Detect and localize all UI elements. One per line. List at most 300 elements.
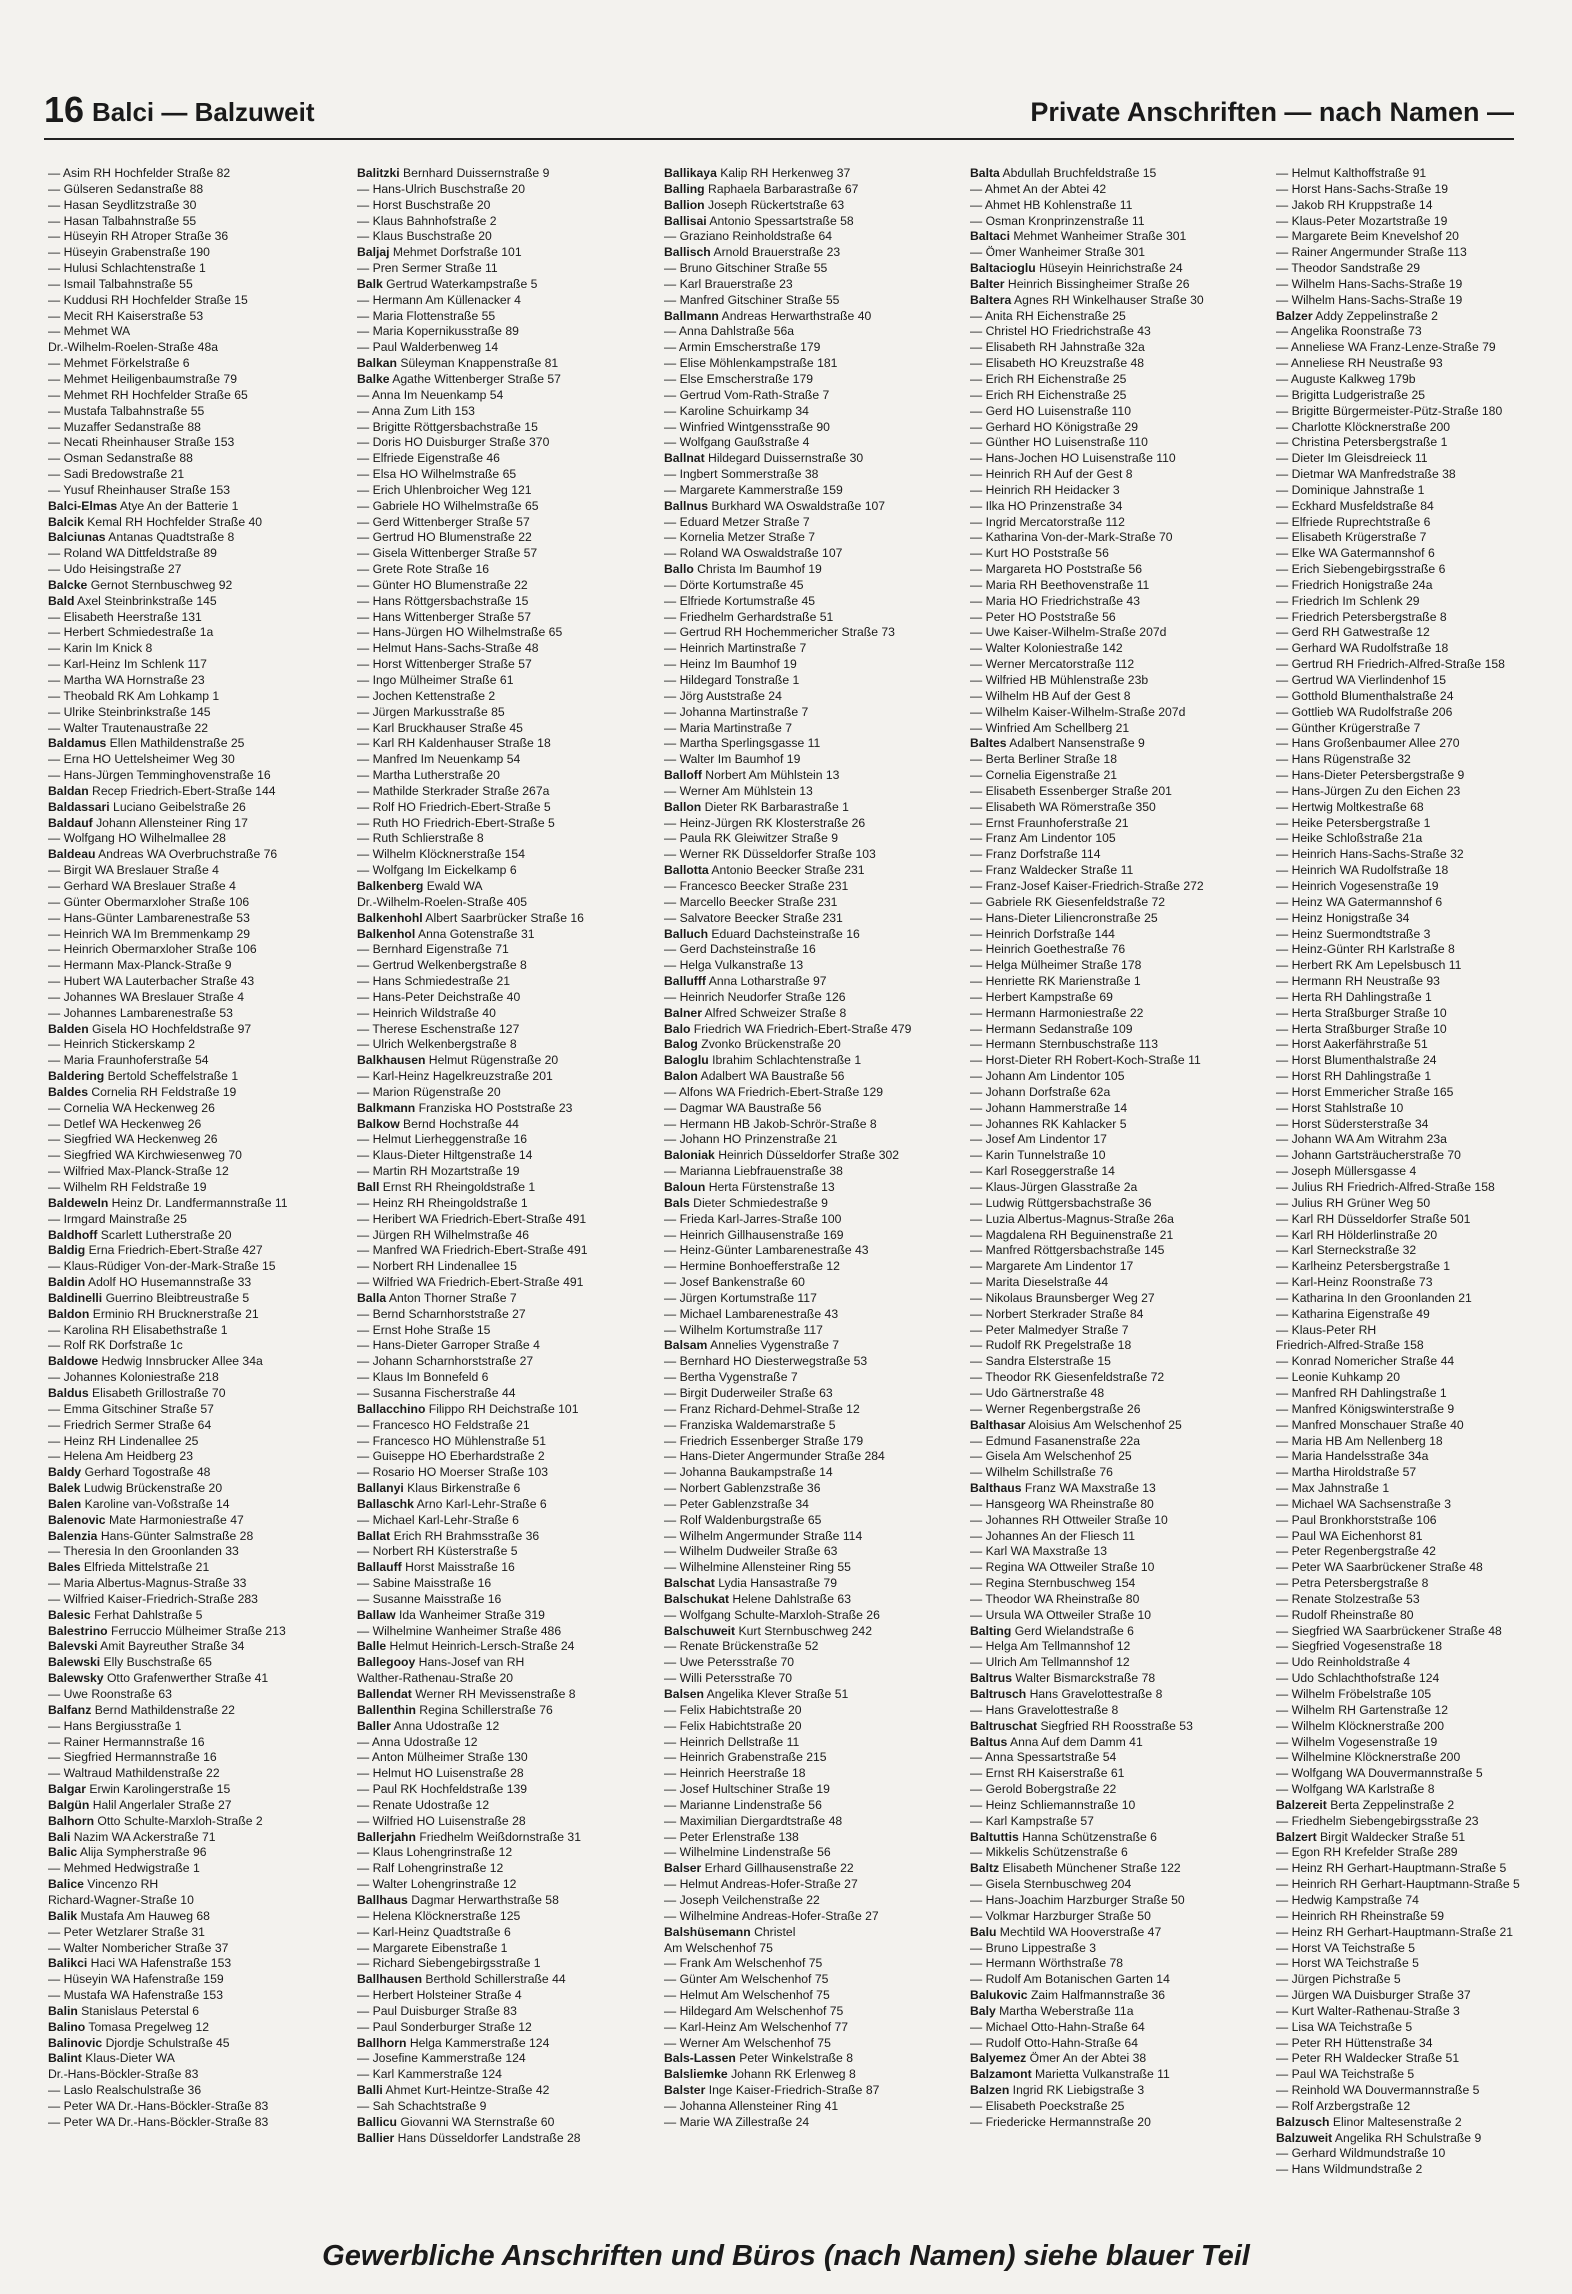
listing-entry: — Gerhard HO Königstraße 29 bbox=[970, 419, 1138, 434]
listing-entry: — Heinz WA Gatermannshof 6 bbox=[1276, 894, 1443, 909]
listing-entry: — Wilhelm Klöcknerstraße 154 bbox=[357, 847, 525, 862]
listing-entry: — Hans-Jürgen Temminghovenstraße 16 bbox=[48, 768, 271, 783]
listing-entry: — Hans-Dieter Petersbergstraße 9 bbox=[1276, 768, 1465, 783]
listing-entry: — Heinrich WA Rudolfstraße 18 bbox=[1276, 863, 1449, 878]
listing-entry: — Helmut Kalthoffstraße 91 bbox=[1276, 166, 1427, 180]
listing-entry: Balik Mustafa Am Hauweg 68 bbox=[48, 1908, 210, 1923]
listing-entry: Balciunas Antanas Quadtstraße 8 bbox=[48, 530, 235, 545]
listing-entry: — Wilhelm Kaiser-Wilhelm-Straße 207d bbox=[970, 704, 1186, 719]
listing-entry: Baldhoff Scarlett Lutherstraße 20 bbox=[48, 1227, 232, 1242]
listing-entry: — Rolf Arzbergstraße 12 bbox=[1276, 2098, 1411, 2113]
listing-entry: Baltz Elisabeth Münchener Straße 122 bbox=[970, 1861, 1181, 1876]
listing-entry: Balloff Norbert Am Mühlstein 13 bbox=[664, 768, 840, 783]
listing-entry: — Hedwig Kampstraße 74 bbox=[1276, 1892, 1419, 1907]
listing-entry: — Ulrike Steinbrinkstraße 145 bbox=[48, 704, 211, 719]
listing-entry: — Johann Gartsträucherstraße 70 bbox=[1276, 1148, 1461, 1163]
listing-entry: — Johanna Allensteiner Ring 41 bbox=[664, 2098, 839, 2113]
listing-entry: — Karl RH Düsseldorfer Straße 501 bbox=[1276, 1211, 1471, 1226]
listing-entry: — Elisabeth Heerstraße 131 bbox=[48, 609, 202, 624]
listing-entry: — Bertha Vygenstraße 7 bbox=[664, 1370, 798, 1385]
listing-entry: — Werner Mercatorstraße 112 bbox=[970, 657, 1135, 672]
listing-entry: — Hans-Jürgen Zu den Eichen 23 bbox=[1276, 783, 1461, 798]
listing-entry: — Jochen Kettenstraße 2 bbox=[357, 688, 496, 703]
listing-entry: — Wilhelm RH Gartenstraße 12 bbox=[1276, 1702, 1449, 1717]
listing-entry: — Heinz-Günter RH Karlstraße 8 bbox=[1276, 942, 1455, 957]
listing-entry: Ballaschk Arno Karl-Lehr-Straße 6 bbox=[357, 1496, 547, 1511]
listing-entry: Baldus Elisabeth Grillostraße 70 bbox=[48, 1385, 226, 1400]
listing-entry: — Franziska Waldemarstraße 5 bbox=[664, 1417, 836, 1432]
listing-entry: — Karl-Heinz Am Welschenhof 77 bbox=[664, 2019, 849, 2034]
listing-entry: — Uwe Kaiser-Wilhelm-Straße 207d bbox=[970, 625, 1167, 640]
listing-entry: — Horst Buschstraße 20 bbox=[357, 197, 491, 212]
listing-entry: Ballacchino Filippo RH Deichstraße 101 bbox=[357, 1401, 579, 1416]
listing-entry: — Mehmet Förkelstraße 6 bbox=[48, 356, 190, 371]
listing-entry: — Osman Kronprinzenstraße 11 bbox=[970, 213, 1145, 228]
listing-entry: Balthaus Franz WA Maxstraße 13 bbox=[970, 1481, 1156, 1496]
listing-entry: — Heike Schloßstraße 21a bbox=[1276, 831, 1423, 846]
listing-entry: Balle Helmut Heinrich-Lersch-Straße 24 bbox=[357, 1639, 575, 1654]
listing-entry: — Martha Lutherstraße 20 bbox=[357, 768, 500, 783]
listing-entry: Richard-Wagner-Straße 10 bbox=[48, 1892, 194, 1907]
name-range-title: Balci — Balzuweit bbox=[92, 97, 315, 127]
listing-entry: — Hans-Joachim Harzburger Straße 50 bbox=[970, 1892, 1185, 1907]
listing-entry: — Edmund Fasanenstraße 22a bbox=[970, 1433, 1141, 1448]
listing-entry: — Franz Richard-Dehmel-Straße 12 bbox=[664, 1401, 860, 1416]
listing-entry: — Franz Dorfstraße 114 bbox=[970, 847, 1101, 862]
listing-entry: — Dietmar WA Manfredstraße 38 bbox=[1276, 467, 1456, 482]
listing-entry: — Ismail Talbahnstraße 55 bbox=[48, 276, 193, 291]
listing-entry: — Karl WA Maxstraße 13 bbox=[970, 1544, 1108, 1559]
listing-entry: Baltus Anna Auf dem Damm 41 bbox=[970, 1734, 1143, 1749]
listing-entry: Baltrusch Hans Gravelottestraße 8 bbox=[970, 1687, 1163, 1701]
listing-entry: — Elfriede Eigenstraße 46 bbox=[357, 451, 500, 466]
listing-entry: — Elke WA Gatermannshof 6 bbox=[1276, 546, 1435, 561]
listing-entry: Baldig Erna Friedrich-Ebert-Straße 427 bbox=[48, 1243, 263, 1258]
listing-entry: — Angelika Roonstraße 73 bbox=[1276, 324, 1422, 339]
listing-entry: — Walter Im Baumhof 19 bbox=[664, 752, 801, 767]
listing-entry: — Peter RH Waldecker Straße 51 bbox=[1276, 2051, 1460, 2066]
listing-entry: Ballikaya Kalip RH Herkenweg 37 bbox=[664, 166, 851, 180]
listing-entry: Baltruschat Siegfried RH Roosstraße 53 bbox=[970, 1718, 1193, 1733]
listing-entry: — Johann Hammerstraße 14 bbox=[970, 1100, 1128, 1115]
listing-entry: — Bernhard HO Diesterwegstraße 53 bbox=[664, 1354, 868, 1369]
listing-entry: Balhorn Otto Schulte-Marxloh-Straße 2 bbox=[48, 1813, 263, 1828]
listing-entry: — Elisabeth RH Jahnstraße 32a bbox=[970, 340, 1145, 355]
listing-entry: — Elise Möhlenkampstraße 181 bbox=[664, 356, 838, 371]
listing-entry: — Johannes RH Ottweiler Straße 10 bbox=[970, 1512, 1168, 1527]
listing-entry: Balyemez Ömer An der Abtei 38 bbox=[970, 2051, 1147, 2066]
listing-entry: Balster Inge Kaiser-Friedrich-Straße 87 bbox=[664, 2083, 880, 2098]
listing-entry: — Bruno Gitschiner Straße 55 bbox=[664, 261, 828, 276]
listing-entry: — Manfred Königswinterstraße 9 bbox=[1276, 1401, 1455, 1416]
listing-entry: — Hermann Wörthstraße 78 bbox=[970, 1956, 1124, 1971]
listing-entry: — Karl Bruckhauser Straße 45 bbox=[357, 720, 523, 735]
listing-entry: — Heinz Schliemannstraße 10 bbox=[970, 1797, 1136, 1812]
listing-entry: — Jürgen RH Wilhelmstraße 46 bbox=[357, 1227, 530, 1242]
listing-entry: — Herbert RK Am Lepelsbusch 11 bbox=[1276, 958, 1462, 973]
listing-entry: — Karl-Heinz Quadtstraße 6 bbox=[357, 1924, 511, 1939]
listing-entry: — Eckhard Musfeldstraße 84 bbox=[1276, 498, 1434, 513]
listing-entry: — Doris HO Duisburger Straße 370 bbox=[357, 435, 550, 450]
listing-entry: — Karl-Heinz Roonstraße 73 bbox=[1276, 1275, 1433, 1290]
listing-entry: — Helmut Andreas-Hofer-Straße 27 bbox=[664, 1877, 858, 1892]
listing-entry: — Regina WA Ottweiler Straße 10 bbox=[970, 1560, 1155, 1575]
listing-entry: Balfanz Bernd Mathildenstraße 22 bbox=[48, 1702, 235, 1717]
listing-entry: — Jürgen Pichstraße 5 bbox=[1276, 1972, 1401, 1987]
listing-entry: — Rolf RK Dorfstraße 1c bbox=[48, 1338, 183, 1353]
listing-entry: — Wilhelm HB Auf der Gest 8 bbox=[970, 688, 1131, 703]
listing-entry: Ballisch Arnold Brauerstraße 23 bbox=[664, 245, 841, 260]
listing-entry: Balschuweit Kurt Sternbuschweg 242 bbox=[664, 1623, 872, 1638]
listing-entry: — Wolfgang HO Wilhelmallee 28 bbox=[48, 831, 226, 846]
listing-entry: Balser Erhard Gillhausenstraße 22 bbox=[664, 1861, 854, 1876]
listing-entry: — Josef Hultschiner Straße 19 bbox=[664, 1782, 830, 1797]
listing-entry: Balluch Eduard Dachsteinstraße 16 bbox=[664, 926, 860, 941]
listing-entry: — Horst-Dieter RH Robert-Koch-Straße 11 bbox=[970, 1053, 1201, 1068]
listing-entry: — Herbert Holsteiner Straße 4 bbox=[357, 1988, 522, 2003]
listing-entry: — Anita RH Eichenstraße 25 bbox=[970, 308, 1126, 323]
listing-entry: — Johannes An der Fliesch 11 bbox=[970, 1528, 1136, 1543]
listing-entry: — Bernhard Eigenstraße 71 bbox=[357, 942, 509, 957]
listing-entry: — Heinz Honigstraße 34 bbox=[1276, 910, 1410, 925]
listing-entry: — Karl Kampstraße 57 bbox=[970, 1813, 1094, 1828]
listing-entry: — Johannes Lambarenestraße 53 bbox=[48, 1005, 233, 1020]
listing-entry: — Friedericke Hermannstraße 20 bbox=[970, 2114, 1151, 2129]
listing-entry: — Udo Schlachthofstraße 124 bbox=[1276, 1671, 1440, 1686]
listing-entry: — Hermine Bonhoefferstraße 12 bbox=[664, 1259, 840, 1274]
listing-entry: — Mustafa Talbahnstraße 55 bbox=[48, 403, 205, 418]
listing-entry: — Hans Großenbaumer Allee 270 bbox=[1276, 736, 1460, 751]
listing-entry: — Heinrich Wildstraße 40 bbox=[357, 1005, 496, 1020]
listing-entry: — Hulusi Schlachtenstraße 1 bbox=[48, 261, 206, 276]
listing-entry: — Gerd RH Gatwestraße 12 bbox=[1276, 625, 1430, 640]
listing-entry: — Johannes WA Breslauer Straße 4 bbox=[48, 989, 244, 1004]
listing-entry: — Armin Emscherstraße 179 bbox=[664, 340, 821, 355]
listing-entry: — Heinrich RH Heidacker 3 bbox=[970, 482, 1120, 497]
listing-entry: Balewski Elly Buschstraße 65 bbox=[48, 1655, 212, 1670]
listing-entry: — Joseph Veilchenstraße 22 bbox=[664, 1892, 820, 1907]
listing-entry: — Michael Karl-Lehr-Straße 6 bbox=[357, 1512, 519, 1527]
listing-entry: — Anna Zum Lith 153 bbox=[357, 403, 475, 418]
listing-entry: — Elisabeth Essenberger Straße 201 bbox=[970, 783, 1172, 798]
listing-entry: — Friedhelm Gerhardstraße 51 bbox=[664, 609, 834, 624]
listing-entry: — Hans-Günter Lambarenestraße 53 bbox=[48, 910, 250, 925]
listing-entry: — Klaus Bahnhofstraße 2 bbox=[357, 213, 497, 228]
listing-entry: — Maria Albertus-Magnus-Straße 33 bbox=[48, 1576, 247, 1591]
listing-entry: — Erich Uhlenbroicher Weg 121 bbox=[357, 482, 532, 497]
listing-entry: — Margarete Beim Knevelshof 20 bbox=[1276, 229, 1459, 244]
listing-entry: — Friedrich Honigstraße 24a bbox=[1276, 577, 1433, 592]
listing-entry: Balitzki Bernhard Duissernstraße 9 bbox=[357, 166, 550, 180]
listing-entry: — Heinrich Martinstraße 7 bbox=[664, 641, 807, 656]
listing-entry: Balschat Lydia Hansastraße 79 bbox=[664, 1576, 837, 1591]
listing-entry: — Jakob RH Kruppstraße 14 bbox=[1276, 197, 1433, 212]
listing-entry: — Dörte Kortumstraße 45 bbox=[664, 577, 804, 592]
listing-entry: — Theodor RK Giesenfeldstraße 72 bbox=[970, 1370, 1165, 1385]
listing-entry: — Horst Hans-Sachs-Straße 19 bbox=[1276, 181, 1449, 196]
listing-entry: — Gerhard WA Breslauer Straße 4 bbox=[48, 878, 236, 893]
listing-entry: — Franz Am Lindentor 105 bbox=[970, 831, 1116, 846]
listing-entry: — Ruth Schlierstraße 8 bbox=[357, 831, 484, 846]
listing-entry: Ballhaus Dagmar Herwarthstraße 58 bbox=[357, 1892, 559, 1907]
listing-entry: — Rainer Hermannstraße 16 bbox=[48, 1734, 205, 1749]
listing-entry: — Hüseyin WA Hafenstraße 159 bbox=[48, 1972, 224, 1987]
listing-entry: Baltacioglu Hüseyin Heinrichstraße 24 bbox=[970, 261, 1183, 276]
listing-entry: — Heinrich Obermarxloher Straße 106 bbox=[48, 942, 257, 957]
listing-entry: Baller Anna Udostraße 12 bbox=[357, 1718, 500, 1733]
listing-entry: — Martha Hiroldstraße 57 bbox=[1276, 1465, 1417, 1480]
listing-entry: — Wilhelm Klöcknerstraße 200 bbox=[1276, 1718, 1444, 1733]
listing-entry: — Konrad Nomericher Straße 44 bbox=[1276, 1354, 1455, 1369]
listing-entry: — Petra Petersbergstraße 8 bbox=[1276, 1576, 1429, 1591]
listing-entry: Balek Ludwig Brückenstraße 20 bbox=[48, 1481, 223, 1496]
listing-entry: — Friedrich Im Schlenk 29 bbox=[1276, 593, 1420, 608]
listing-entry: — Anneliese WA Franz-Lenze-Straße 79 bbox=[1276, 340, 1496, 355]
listing-entry: — Frank Am Welschenhof 75 bbox=[664, 1956, 823, 1971]
listing-entry: — Ilka HO Prinzenstraße 34 bbox=[970, 498, 1123, 513]
listing-entry: — Rudolf Otto-Hahn-Straße 64 bbox=[970, 2035, 1138, 2050]
listing-entry: — Asim RH Hochfelder Straße 82 bbox=[48, 166, 231, 180]
listing-entry: Balo Friedrich WA Friedrich-Ebert-Straße 479 bbox=[664, 1021, 912, 1036]
listing-entry: Baldeweln Heinz Dr. Landfermannstraße 11 bbox=[48, 1195, 288, 1210]
listing-entry: — Hans Wittenberger Straße 57 bbox=[357, 609, 532, 624]
listing-entry: — Hans Rügenstraße 32 bbox=[1276, 752, 1411, 767]
listing-entry: — Theodor WA Rheinstraße 80 bbox=[970, 1591, 1140, 1606]
listing-entry: — Paul Sonderburger Straße 12 bbox=[357, 2019, 532, 2034]
listing-entry: — Irmgard Mainstraße 25 bbox=[48, 1211, 187, 1226]
listing-entry: — Klaus Im Bonnefeld 6 bbox=[357, 1370, 489, 1385]
listing-entry: — Heinrich Stickerskamp 2 bbox=[48, 1037, 195, 1052]
listing-entry: — Wilhelmine Allensteiner Ring 55 bbox=[664, 1560, 851, 1575]
listing-entry: Baldassari Luciano Geibelstraße 26 bbox=[48, 799, 246, 814]
listing-entry: — Mehmet RH Hochfelder Straße 65 bbox=[48, 387, 248, 402]
listing-entry: — Julius RH Grüner Weg 50 bbox=[1276, 1195, 1431, 1210]
listing-entry: — Josefine Kammerstraße 124 bbox=[357, 2051, 526, 2066]
listing-entry: — Gabriele HO Wilhelmstraße 65 bbox=[357, 498, 539, 513]
listing-entry: Baldon Erminio RH Brucknerstraße 21 bbox=[48, 1306, 259, 1321]
listing-entry: — Klaus-Jürgen Glasstraße 2a bbox=[970, 1180, 1138, 1194]
page-number: 16 bbox=[44, 89, 85, 130]
listing-entry: Balog Zvonko Brückenstraße 20 bbox=[664, 1037, 841, 1052]
listing-entry: Baltera Agnes RH Winkelhauser Straße 30 bbox=[970, 292, 1204, 307]
listing-entry: Ballisai Antonio Spessartstraße 58 bbox=[664, 213, 854, 228]
listing-entry: — Renate Udostraße 12 bbox=[357, 1797, 490, 1812]
listing-entry: — Hubert WA Lauterbacher Straße 43 bbox=[48, 974, 255, 989]
listing-entry: — Walter Nombericher Straße 37 bbox=[48, 1940, 229, 1955]
listing-entry: — Maria RH Beethovenstraße 11 bbox=[970, 577, 1150, 592]
listing-entry: — Maximilian Diergardtstraße 48 bbox=[664, 1813, 843, 1828]
listing-entry: — Dieter Im Gleisdreieck 11 bbox=[1276, 451, 1428, 466]
listing-entry: Balter Heinrich Bissingheimer Straße 26 bbox=[970, 276, 1190, 291]
listing-entry: — Rudolf RK Pregelstraße 18 bbox=[970, 1338, 1132, 1353]
listing-entry: — Margarete Am Lindentor 17 bbox=[970, 1259, 1134, 1274]
listing-entry: — Horst WA Teichstraße 5 bbox=[1276, 1956, 1419, 1971]
listing-entry: — Heike Petersbergstraße 1 bbox=[1276, 815, 1431, 830]
listing-entry: — Hermann Harmoniestraße 22 bbox=[970, 1005, 1144, 1020]
listing-entry: — Ahmet HB Kohlenstraße 11 bbox=[970, 197, 1133, 212]
listing-entry: — Katharina Von-der-Mark-Straße 70 bbox=[970, 530, 1173, 545]
listing-entry: — Wolfgang Gaußstraße 4 bbox=[664, 435, 810, 450]
listing-entry: — Wilhelm Hans-Sachs-Straße 19 bbox=[1276, 276, 1463, 291]
listing-entry: — Anna Spessartstraße 54 bbox=[970, 1750, 1117, 1765]
listing-entry: — Theodor Sandstraße 29 bbox=[1276, 261, 1421, 276]
listing-entry: — Karin Im Knick 8 bbox=[48, 641, 153, 656]
listing-column-1 bbox=[48, 166, 344, 2208]
listing-entry: — Hans-Jürgen HO Wilhelmstraße 65 bbox=[357, 625, 563, 640]
listing-entry: Balenzia Hans-Günter Salmstraße 28 bbox=[48, 1528, 254, 1543]
listing-entry: — Maria Fraunhoferstraße 54 bbox=[48, 1053, 209, 1068]
listing-entry: Ballotta Antonio Beecker Straße 231 bbox=[664, 863, 865, 878]
listing-entry: Balu Mechtild WA Hooverstraße 47 bbox=[970, 1924, 1162, 1939]
listing-entry: — Friedrich Petersbergstraße 8 bbox=[1276, 609, 1447, 624]
listing-entry: — Hans-Dieter Angermunder Straße 284 bbox=[664, 1449, 885, 1464]
listing-entry: — Heinrich Goethestraße 76 bbox=[970, 942, 1126, 957]
listing-entry: — Alfons WA Friedrich-Ebert-Straße 129 bbox=[664, 1084, 883, 1099]
listing-entry: — Paula RK Gleiwitzer Straße 9 bbox=[664, 831, 839, 846]
listing-entry: — Friedhelm Siebengebirgsstraße 23 bbox=[1276, 1813, 1479, 1828]
listing-entry: — Wilfried HB Mühlenstraße 23b bbox=[970, 673, 1149, 687]
listing-entry: — Helena Klöcknerstraße 125 bbox=[357, 1908, 521, 1923]
listing-entry: — Katharina Eigenstraße 49 bbox=[1276, 1306, 1430, 1321]
listing-entry: — Udo Gärtnerstraße 48 bbox=[970, 1385, 1105, 1400]
listing-entry: — Frieda Karl-Jarres-Straße 100 bbox=[664, 1211, 842, 1226]
listing-entry: Balshüsemann Christel bbox=[664, 1924, 796, 1939]
listing-entry: — Wilfried Max-Planck-Straße 12 bbox=[48, 1164, 229, 1179]
listing-entry: Balenovic Mate Harmoniestraße 47 bbox=[48, 1512, 244, 1527]
listing-entry: — Heribert WA Friedrich-Ebert-Straße 491 bbox=[357, 1211, 587, 1226]
listing-entry: — Salvatore Beecker Straße 231 bbox=[664, 910, 843, 925]
listing-entry: — Theobald RK Am Lohkamp 1 bbox=[48, 688, 220, 703]
listing-entry: — Horst Blumenthalstraße 24 bbox=[1276, 1053, 1437, 1068]
listing-entry: — Manfred WA Friedrich-Ebert-Straße 491 bbox=[357, 1243, 588, 1258]
listing-entry: — Auguste Kalkweg 179b bbox=[1276, 371, 1416, 386]
listing-entry: Balli Ahmet Kurt-Heintze-Straße 42 bbox=[357, 2083, 550, 2098]
listing-entry: — Gerhard WA Rudolfstraße 18 bbox=[1276, 641, 1449, 656]
listing-entry: — Christina Petersbergstraße 1 bbox=[1276, 435, 1448, 450]
listing-entry: — Reinhold WA Douvermannstraße 5 bbox=[1276, 2083, 1480, 2098]
listing-entry: Baloun Herta Fürstenstraße 13 bbox=[664, 1180, 835, 1194]
listing-entry: Ballnat Hildegard Duissernstraße 30 bbox=[664, 451, 864, 466]
listing-entry: — Necati Rheinhauser Straße 153 bbox=[48, 435, 235, 450]
listing-entry: — Hans Röttgersbachstraße 15 bbox=[357, 593, 529, 608]
listing-entry: — Paul RK Hochfeldstraße 139 bbox=[357, 1782, 528, 1797]
listing-entry: — Heinrich Dellstraße 11 bbox=[664, 1734, 800, 1749]
listing-entry: Balk Gertrud Waterkampstraße 5 bbox=[357, 276, 538, 291]
listing-entry: — Nikolaus Braunsberger Weg 27 bbox=[970, 1290, 1155, 1305]
listing-entry: Ballmann Andreas Herwarthstraße 40 bbox=[664, 308, 872, 323]
listing-entry: — Peter Gablenzstraße 34 bbox=[664, 1496, 809, 1511]
listing-entry: Balschukat Helene Dahlstraße 63 bbox=[664, 1591, 851, 1606]
listing-entry: — Klaus Buschstraße 20 bbox=[357, 229, 492, 244]
listing-entry: — Erich RH Eichenstraße 25 bbox=[970, 387, 1127, 402]
listing-entry: — Brigitte Bürgermeister-Pütz-Straße 180 bbox=[1276, 403, 1503, 418]
listing-entry: — Gertrud RH Hochemmericher Straße 73 bbox=[664, 625, 895, 640]
listing-entry: — Hermann HB Jakob-Schrör-Straße 8 bbox=[664, 1116, 877, 1131]
listing-entry: — Helmut HO Luisenstraße 28 bbox=[357, 1766, 524, 1781]
listing-entry: — Erich Siebengebirgsstraße 6 bbox=[1276, 562, 1446, 577]
listing-entry: — Elisabeth WA Römerstraße 350 bbox=[970, 799, 1156, 814]
listing-entry: — Anton Mülheimer Straße 130 bbox=[357, 1750, 528, 1765]
listing-entry: — Friedrich Sermer Straße 64 bbox=[48, 1417, 212, 1432]
listing-entry: Balzuweit Angelika RH Schulstraße 9 bbox=[1276, 2130, 1482, 2145]
listing-entry: Balint Klaus-Dieter WA bbox=[48, 2051, 175, 2066]
listing-entry: Balkmann Franziska HO Poststraße 23 bbox=[357, 1100, 573, 1115]
listing-column-3 bbox=[664, 166, 960, 2208]
listing-entry: — Herta Straßburger Straße 10 bbox=[1276, 1021, 1447, 1036]
listing-entry: — Gertrud RH Friedrich-Alfred-Straße 158 bbox=[1276, 657, 1505, 672]
listing-entry: Balting Gerd Wielandstraße 6 bbox=[970, 1623, 1134, 1638]
listing-entry: — Johann HO Prinzenstraße 21 bbox=[664, 1132, 838, 1147]
listing-entry: Balzert Birgit Waldecker Straße 51 bbox=[1276, 1829, 1466, 1844]
listing-entry: — Wilfried WA Friedrich-Ebert-Straße 491 bbox=[357, 1275, 584, 1290]
listing-entry: — Hasan Talbahnstraße 55 bbox=[48, 213, 197, 228]
listing-entry: — Norbert RH Küsterstraße 5 bbox=[357, 1544, 518, 1559]
listing-entry: Balke Agathe Wittenberger Straße 57 bbox=[357, 371, 561, 386]
listing-entry: — Karoline Schuirkamp 34 bbox=[664, 403, 809, 418]
listing-entry: — Hüseyin Grabenstraße 190 bbox=[48, 245, 210, 260]
listing-entry: — Eduard Metzer Straße 7 bbox=[664, 514, 810, 529]
listing-entry: — Erna HO Uettelsheimer Weg 30 bbox=[48, 752, 235, 767]
listing-entry: — Günter HO Blumenstraße 22 bbox=[357, 577, 528, 592]
listing-entry: Balcke Gernot Sternbuschweg 92 bbox=[48, 577, 233, 592]
listing-entry: — Susanne Maisstraße 16 bbox=[357, 1591, 502, 1606]
listing-entry: — Karl Sterneckstraße 32 bbox=[1276, 1243, 1417, 1258]
listing-entry: — Helena Am Heidberg 23 bbox=[48, 1449, 193, 1464]
listing-entry: — Herbert Schmiedestraße 1a bbox=[48, 625, 214, 640]
listing-entry: — Anna Udostraße 12 bbox=[357, 1734, 478, 1749]
listing-entry: — Johann Scharnhorststraße 27 bbox=[357, 1354, 534, 1369]
listing-entry: Ballauff Horst Maisstraße 16 bbox=[357, 1560, 515, 1575]
listing-entry: — Gertrud WA Vierlindenhof 15 bbox=[1276, 673, 1447, 687]
listing-entry: — Helmut Hans-Sachs-Straße 48 bbox=[357, 641, 539, 656]
listing-entry: Dr.-Wilhelm-Roelen-Straße 405 bbox=[357, 894, 527, 909]
listing-entry: Balden Gisela HO Hochfeldstraße 97 bbox=[48, 1021, 252, 1036]
listing-entry: — Maria Handelsstraße 34a bbox=[1276, 1449, 1429, 1464]
listing-entry: — Ralf Lohengrinstraße 12 bbox=[357, 1861, 504, 1876]
listing-entry: — Peter RH Hüttenstraße 34 bbox=[1276, 2035, 1433, 2050]
listing-entry: — Heinrich RH Rheinstraße 59 bbox=[1276, 1908, 1444, 1923]
listing-entry: — Muzaffer Sedanstraße 88 bbox=[48, 419, 201, 434]
listing-entry: — Hermann Am Küllenacker 4 bbox=[357, 292, 521, 307]
listing-entry: — Willi Petersstraße 70 bbox=[664, 1671, 792, 1686]
listing-entry: — Hasan Seydlitzstraße 30 bbox=[48, 197, 197, 212]
listing-entry: — Elfriede Ruprechtstraße 6 bbox=[1276, 514, 1431, 529]
listing-entry: Dr.-Wilhelm-Roelen-Straße 48a bbox=[48, 340, 218, 355]
listing-entry: Ballhorn Helga Kammerstraße 124 bbox=[357, 2035, 550, 2050]
listing-entry: Ballnus Burkhard WA Oswaldstraße 107 bbox=[664, 498, 886, 513]
listing-entry: Baltes Adalbert Nansenstraße 9 bbox=[970, 736, 1145, 751]
listing-entry: Baloniak Heinrich Düsseldorfer Straße 302 bbox=[664, 1148, 900, 1163]
listing-entry: — Heinz Im Baumhof 19 bbox=[664, 657, 797, 672]
listing-entry: — Brigitta Ludgeristraße 25 bbox=[1276, 387, 1426, 402]
listing-entry: — Maria Kopernikusstraße 89 bbox=[357, 324, 519, 339]
listing-entry: — Ernst RH Kaiserstraße 61 bbox=[970, 1766, 1125, 1781]
listing-entry: — Kuddusi RH Hochfelder Straße 15 bbox=[48, 292, 248, 307]
listing-entry: — Winfried Wintgensstraße 90 bbox=[664, 419, 830, 434]
listing-entry: — Hildegard Tonstraße 1 bbox=[664, 673, 800, 687]
listing-entry: — Horst Südersterstraße 34 bbox=[1276, 1116, 1429, 1131]
listing-entry: — Horst Stahlstraße 10 bbox=[1276, 1100, 1404, 1115]
listing-entry: — Bernd Scharnhorststraße 27 bbox=[357, 1306, 526, 1321]
listing-entry: Balzereit Berta Zeppelinstraße 2 bbox=[1276, 1797, 1455, 1812]
listing-entry: — Wolfgang Im Eickelkamp 6 bbox=[357, 863, 517, 878]
listing-entry: Balikci Haci WA Hafenstraße 153 bbox=[48, 1956, 232, 1971]
listing-entry: — Rolf Waldenburgstraße 65 bbox=[664, 1512, 822, 1527]
listing-entry: Balthasar Aloisius Am Welschenhof 25 bbox=[970, 1417, 1182, 1432]
listing-entry: — Hans-Dieter Garroper Straße 4 bbox=[357, 1338, 540, 1353]
listing-entry: — Roland WA Dittfeldstraße 89 bbox=[48, 546, 217, 561]
listing-entry: Ball Ernst RH Rheingoldstraße 1 bbox=[357, 1180, 536, 1194]
